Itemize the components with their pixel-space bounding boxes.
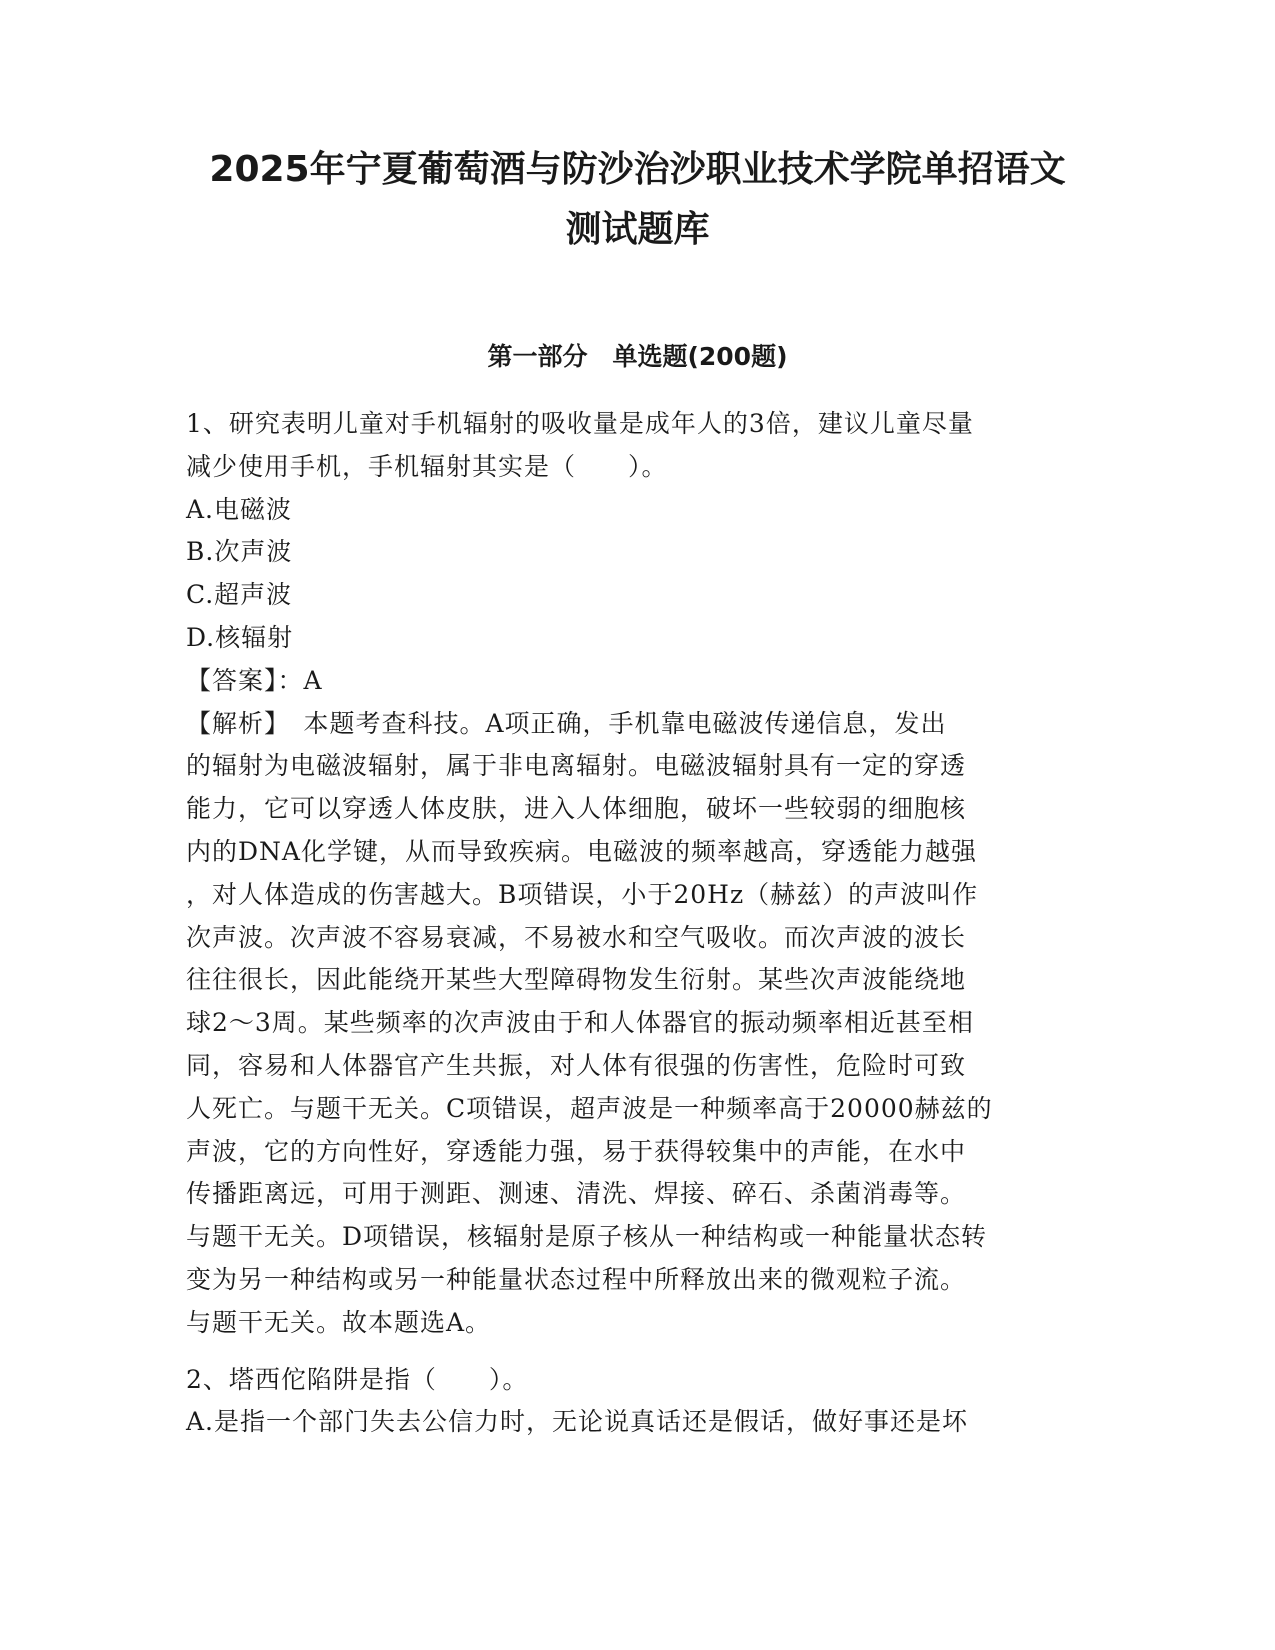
analysis-line: 次声波。次声波不容易衰减，不易被水和空气吸收。而次声波的波长 <box>186 922 967 952</box>
question-block <box>186 1359 1081 1445</box>
analysis-line: 的辐射为电磁波辐射，属于非电离辐射。电磁波辐射具有一定的穿透 <box>186 751 967 781</box>
analysis-line: 变为另一种结构或另一种能量状态过程中所释放出来的微观粒子流。 <box>186 1264 967 1294</box>
title-line-2: 测试题库 <box>565 209 710 250</box>
question-stem-line: 减少使用手机，手机辐射其实是（ ）。 <box>186 451 668 481</box>
option-a: A.电磁波 <box>186 494 293 524</box>
document-title <box>180 140 1095 260</box>
analysis-line: 传播距离远，可用于测距、测速、清洗、焊接、碎石、杀菌消毒等。 <box>186 1179 967 1209</box>
analysis-line: 与题干无关。D项错误，核辐射是原子核从一种结构或一种能量状态转 <box>186 1222 988 1252</box>
analysis-line: 内的DNA化学键，从而导致疾病。电磁波的频率越高，穿透能力越强 <box>186 836 977 866</box>
question-stem-line: 2、塔西佗陷阱是指（ ）。 <box>186 1364 529 1394</box>
analysis-line: 同，容易和人体器官产生共振，对人体有很强的伤害性，危险时可致 <box>186 1050 967 1080</box>
title-line-1: 2025年宁夏葡萄酒与防沙治沙职业技术学院单招语文 <box>209 149 1066 190</box>
analysis-line: 能力，它可以穿透人体皮肤，进入人体细胞，破坏一些较弱的细胞核 <box>186 794 967 824</box>
question-stem-line: 1、研究表明儿童对手机辐射的吸收量是成年人的3倍，建议儿童尽量 <box>186 409 974 438</box>
question-list <box>186 403 1081 1444</box>
analysis-line: ，对人体造成的伤害越大。B项错误，小于20Hz（赫兹）的声波叫作 <box>186 879 979 909</box>
analysis-line: 往往很长，因此能绕开某些大型障碍物发生衍射。某些次声波能绕地 <box>186 965 967 995</box>
option-b: B.次声波 <box>186 537 293 567</box>
option-d: D.核辐射 <box>186 622 294 652</box>
analysis-line: 与题干无关。故本题选A。 <box>186 1307 492 1337</box>
section-heading: 第一部分 单选题(200题) <box>487 342 788 371</box>
question-spacer <box>186 1345 1081 1359</box>
question-block <box>186 403 1081 1345</box>
answer-line: 【答案】：A <box>186 665 323 695</box>
analysis-line: 球2～3周。某些频率的次声波由于和人体器官的振动频率相近甚至相 <box>186 1008 974 1038</box>
analysis-line: 【解析】 本题考查科技。A项正确，手机靠电磁波传递信息，发出 <box>186 708 947 738</box>
analysis-line: 人死亡。与题干无关。C项错误，超声波是一种频率高于20000赫兹的 <box>186 1093 993 1123</box>
option-a: A.是指一个部门失去公信力时，无论说真话还是假话，做好事还是坏 <box>186 1407 969 1437</box>
option-c: C.超声波 <box>186 580 293 610</box>
analysis-line: 声波，它的方向性好，穿透能力强，易于获得较集中的声能，在水中 <box>186 1136 967 1166</box>
